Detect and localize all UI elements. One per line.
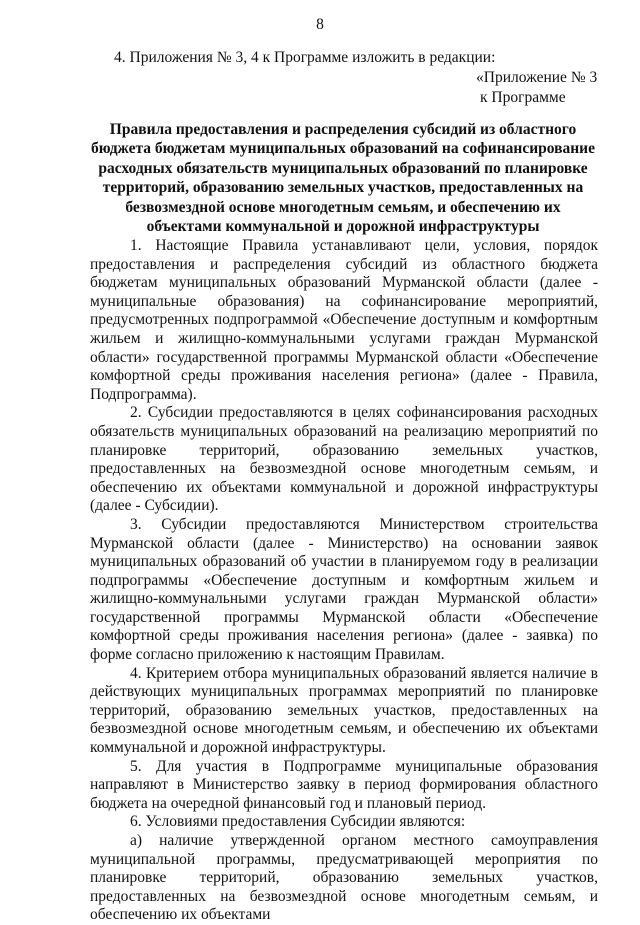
appendix-reference-line-1: «Приложение № 3 — [476, 69, 598, 86]
appendix-reference-line-2: к Программе — [480, 89, 566, 106]
paragraph-2: 2. Субсидии предоставляются в целях софинансирования расходных обязательств муниципальных образований на реализацию мероприятий по планировке территорий, образованию земельных участков, предоставленных на безвозмездной основе многодетным семьям, и обеспечению их объектами коммунальной и дорожной инфраструктуры (далее - Субсидии). — [90, 404, 598, 515]
amendment-intro: 4. Приложения № 3, 4 к Программе изложить в редакции: — [114, 49, 496, 66]
paragraph-4: 4. Критерием отбора муниципальных образований является наличие в действующих муниципальных программах мероприятий по планировке территорий, образованию земельных участков, предоставленных на безвозмездной основе многодетным семьям, и обеспечению их объектами коммунальной и дорожной инфраструктуры. — [90, 664, 598, 757]
document-title: Правила предоставления и распределения субсидий из областного бюджета бюджетам муниципальных образований на софинансирование расходных обязательств муниципальных образований по планировке территорий, образованию земельных участков, предоставленных на безвозмездной основе многодетным семьям, и обеспечению их объектами коммунальной и дорожной инфраструктуры — [90, 121, 595, 236]
paragraph-6a: а) наличие утвержденной органом местного самоуправления муниципальной программы, предусматривающей мероприятия по планировке территорий, образованию земельных участков, предоставленных на безвозмездной основе многодетным семьям, и обеспечению их объектами — [90, 832, 598, 924]
paragraph-1: 1. Настоящие Правила устанавливают цели, условия, порядок предоставления и распределения субсидий из областного бюджета бюджетам муниципальных образований Мурманской области (далее - муниципальные образования) на софинансирование мероприятий, предусмотренных подпрограммой «Обеспечение доступным и комфортным жильем и жилищно-коммунальными услугами граждан Мурманской области» государственной программы Мурманской области «Обеспечение комфортной среды проживания населения региона» (далее - Правила, Подпрограмма). — [90, 237, 598, 403]
page-number: 8 — [316, 16, 324, 33]
appendix-reference — [476, 68, 597, 108]
document-body — [90, 237, 598, 925]
paragraph-6: 6. Условиями предоставления Субсидии являются: — [130, 813, 466, 831]
paragraph-3: 3. Субсидии предоставляются Министерством строительства Мурманской области (далее - Министерство) на основании заявок муниципальных образований об участии в планируемом году в реализации подпрограммы «Обеспечение доступным и комфортным жильем и жилищно-коммунальными услугами граждан Мурманской области» государственной программы Мурманской области «Обеспечение комфортной среды проживания населения региона» (далее - заявка) по форме согласно приложению к настоящим Правилам. — [90, 515, 598, 664]
paragraph-5: 5. Для участия в Подпрограмме муниципальные образования направляют в Министерство заявку в период формирования областного бюджета на очередной финансовый год и плановый период. — [90, 757, 598, 812]
